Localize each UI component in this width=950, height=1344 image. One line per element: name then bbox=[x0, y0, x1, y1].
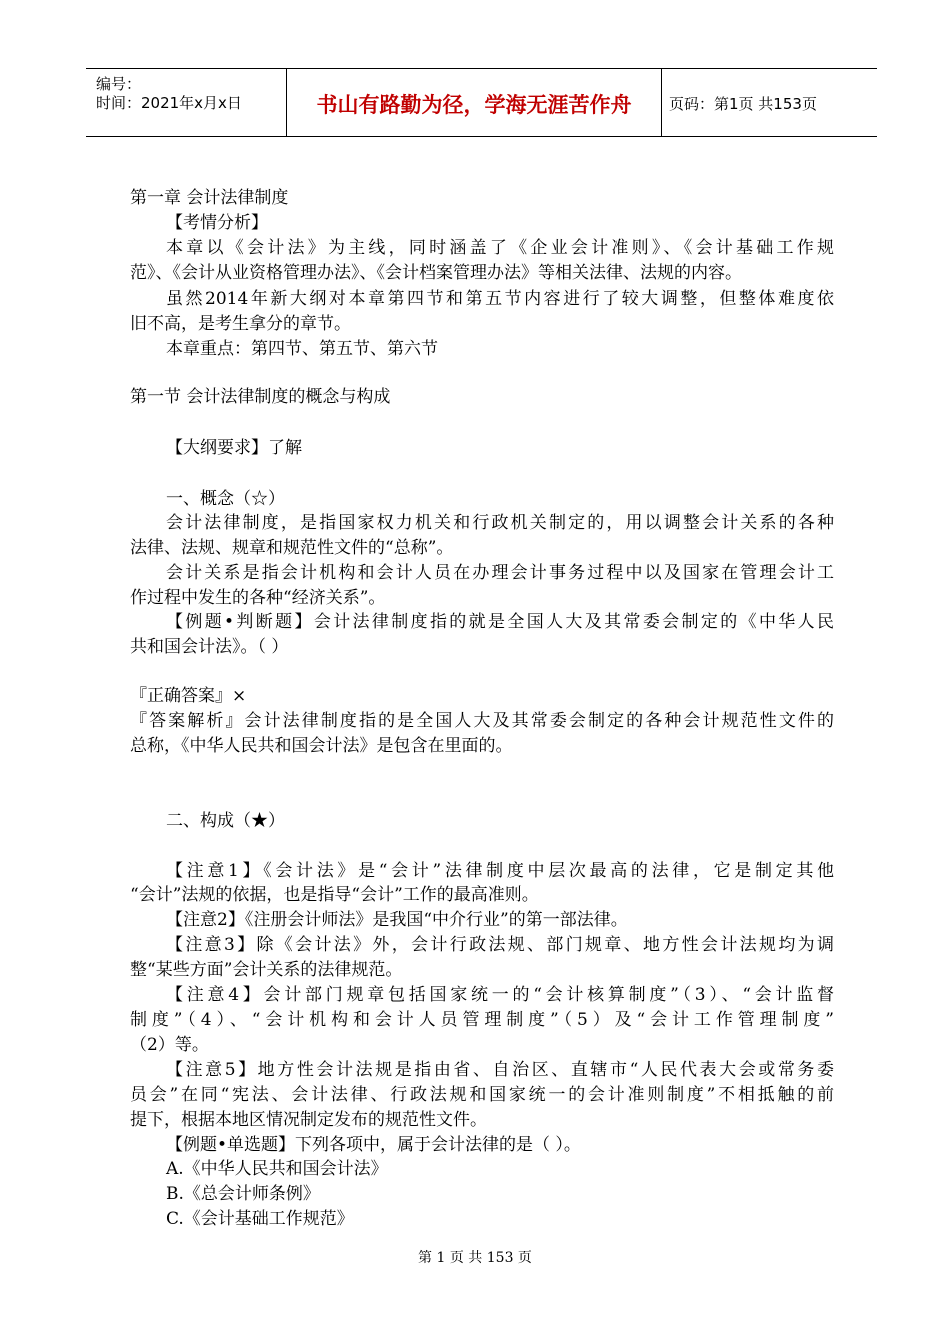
header-meta-cell bbox=[86, 69, 286, 136]
paragraph-line: 作过程中发生的各种“经济关系”。 bbox=[130, 588, 386, 608]
paragraph-line: 旧不高，是考生拿分的章节。 bbox=[130, 314, 351, 334]
note-line: 整“某些方面”会计关系的法律规范。 bbox=[130, 960, 403, 980]
example-question: 【例题•单选题】下列各项中，属于会计法律的是（ ）。 bbox=[166, 1135, 581, 1155]
page-header bbox=[86, 68, 877, 137]
note-line: （2）等。 bbox=[130, 1035, 209, 1055]
document-number-label: 编号： bbox=[96, 75, 142, 93]
section-heading: 【考情分析】 bbox=[166, 213, 268, 233]
paragraph-line: 会计法律制度，是指国家权力机关和行政机关制定的，用以调整会计关系的各种 bbox=[166, 513, 834, 533]
note-line: 【注意3】除《会计法》外，会计行政法规、部门规章、地方性会计法规均为调 bbox=[166, 935, 834, 955]
example-question: 【例题•判断题】会计法律制度指的就是全国人大及其常委会制定的《中华人民 bbox=[166, 612, 834, 632]
answer-option: C.《会计基础工作规范》 bbox=[166, 1209, 354, 1229]
note-line: 员会”在同“宪法、会计法律、行政法规和国家统一的会计准则制度”不相抵触的前 bbox=[130, 1085, 834, 1105]
note-line: 【注意4】会计部门规章包括国家统一的“会计核算制度”（3）、“会计监督 bbox=[166, 985, 834, 1005]
paragraph-line: 范》、《会计从业资格管理办法》、《会计档案管理办法》等相关法律、法规的内容。 bbox=[130, 263, 742, 283]
header-page-cell bbox=[661, 69, 877, 136]
syllabus-requirement: 【大纲要求】了解 bbox=[166, 438, 302, 458]
paragraph-line: 会计关系是指会计机构和会计人员在办理会计事务过程中以及国家在管理会计工 bbox=[166, 563, 834, 583]
chapter-title: 第一章 会计法律制度 bbox=[130, 188, 289, 208]
subsection-heading: 一、概念（☆） bbox=[166, 489, 285, 509]
page-info: 页码：第1页 共153页 bbox=[669, 95, 817, 113]
answer-analysis: 『答案解析』会计法律制度指的是全国人大及其常委会制定的各种会计规范性文件的 bbox=[130, 711, 834, 731]
correct-answer: 『正确答案』× bbox=[130, 686, 247, 706]
note-line: 【注意1】《会计法》是“会计”法律制度中层次最高的法律，它是制定其他 bbox=[166, 861, 834, 881]
note-line: 【注意2】《注册会计师法》是我国“中介行业”的第一部法律。 bbox=[166, 910, 628, 930]
paragraph-line: 本章以《会计法》为主线，同时涵盖了《企业会计准则》、《会计基础工作规 bbox=[166, 238, 834, 258]
answer-analysis: 总称，《中华人民共和国会计法》是包含在里面的。 bbox=[130, 736, 513, 756]
note-line: 【注意5】地方性会计法规是指由省、自治区、直辖市“人民代表大会或常务委 bbox=[166, 1060, 834, 1080]
answer-option: B.《总会计师条例》 bbox=[166, 1184, 320, 1204]
page-footer: 第 1 页 共 153 页 bbox=[418, 1250, 532, 1266]
header-motto-cell bbox=[286, 69, 662, 136]
example-question: 共和国会计法》。（ ） bbox=[130, 637, 289, 657]
note-line: 制度”（4）、“会计机构和会计人员管理制度”（5）及“会计工作管理制度” bbox=[130, 1010, 834, 1030]
paragraph-line: 本章重点：第四节、第五节、第六节 bbox=[166, 339, 438, 359]
paragraph-line: 虽然2014年新大纲对本章第四节和第五节内容进行了较大调整，但整体难度依 bbox=[166, 289, 834, 309]
document-time-label: 时间：2021年x月x日 bbox=[96, 94, 242, 112]
note-line: “会计”法规的依据，也是指导“会计”工作的最高准则。 bbox=[130, 885, 539, 905]
section-title: 第一节 会计法律制度的概念与构成 bbox=[130, 387, 391, 407]
motto-text: 书山有路勤为径，学海无涯苦作舟 bbox=[316, 93, 632, 117]
paragraph-line: 法律、法规、规章和规范性文件的“总称”。 bbox=[130, 538, 454, 558]
subsection-heading: 二、构成（★） bbox=[166, 811, 285, 831]
note-line: 提下，根据本地区情况制定发布的规范性文件。 bbox=[130, 1110, 487, 1130]
answer-option: A.《中华人民共和国会计法》 bbox=[166, 1159, 388, 1179]
